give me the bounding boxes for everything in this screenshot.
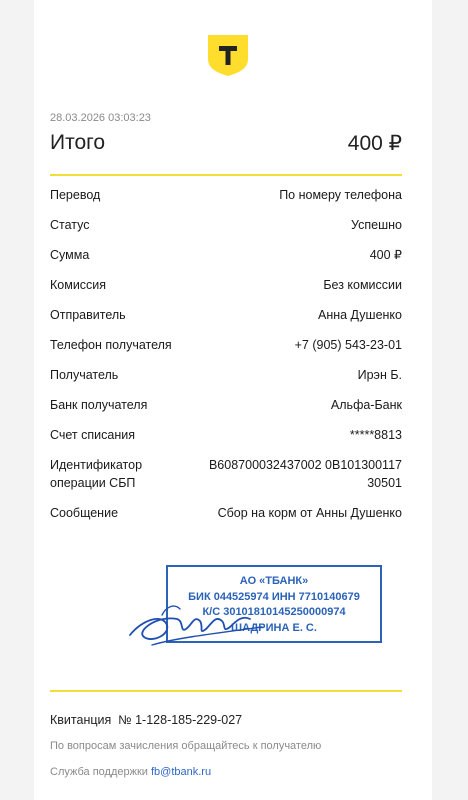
detail-value: Альфа-Банк [330, 398, 402, 412]
detail-value: По номеру телефона [279, 188, 402, 202]
detail-key: Получатель [50, 368, 119, 382]
receipt-number [50, 713, 242, 727]
detail-key: Сумма [50, 248, 90, 262]
detail-key: Перевод [50, 188, 101, 202]
bottom-divider [50, 690, 402, 692]
detail-value: Сбор на корм от Анны Душенко [217, 506, 402, 520]
stamp-line: БИК 044525974 ИНН 7710140679 [188, 590, 360, 603]
detail-key: Банк получателя [50, 398, 148, 412]
detail-value: +7 (905) 543-23-01 [294, 338, 402, 352]
detail-row-recipient [50, 366, 402, 384]
detail-value: *****8813 [349, 428, 402, 442]
details-list [50, 186, 402, 534]
detail-value: Анна Душенко [317, 308, 402, 322]
detail-row-amount [50, 246, 402, 264]
detail-row-transfer [50, 186, 402, 204]
detail-row-commission [50, 276, 402, 294]
top-divider [50, 174, 402, 176]
receipt-label: Квитанция [50, 713, 112, 727]
detail-value: Без комиссии [323, 278, 402, 292]
total-label: Итого [50, 131, 106, 154]
total-value: 400 ₽ [347, 132, 402, 155]
detail-key: Отправитель [50, 308, 126, 322]
recipient-note: По вопросам зачисления обращайтесь к получателю [50, 740, 322, 752]
detail-row-debit-account [50, 426, 402, 444]
receipt [34, 0, 432, 800]
detail-row-recipient-bank [50, 396, 402, 414]
detail-value: Успешно [351, 218, 402, 232]
detail-value: 400 ₽ [369, 248, 402, 262]
detail-key: Комиссия [50, 278, 107, 292]
detail-row-message [50, 504, 402, 522]
detail-key: Счет списания [50, 428, 135, 442]
stamp-line: К/С 30101810145250000974 [202, 606, 346, 618]
detail-key: Сообщение [50, 506, 119, 520]
detail-row-sender [50, 306, 402, 324]
support-line [50, 766, 211, 778]
detail-value: Ирэн Б. [357, 368, 402, 382]
detail-key: Статус [50, 218, 90, 232]
receipt-number-value: № 1-128-185-229-027 [118, 713, 243, 727]
detail-key: Телефон получателя [50, 338, 172, 352]
stamp-line: ШАДРИНА Е. С. [231, 621, 317, 634]
detail-row-status [50, 216, 402, 234]
tbank-logo-icon [206, 33, 250, 77]
support-email-link[interactable]: fb@tbank.ru [150, 766, 212, 778]
signature-icon [122, 585, 272, 655]
stamp-line: АО «ТБАНК» [239, 575, 309, 587]
detail-row-sbp-id [50, 456, 402, 492]
support-label: Служба поддержки [50, 766, 148, 778]
detail-key: Идентификатор операции СБП [50, 458, 143, 490]
detail-row-recipient-phone [50, 336, 402, 354]
detail-value: B608700032437002 0B101300117 30501 [208, 458, 402, 490]
datetime: 28.03.2026 03:03:23 [50, 112, 151, 124]
